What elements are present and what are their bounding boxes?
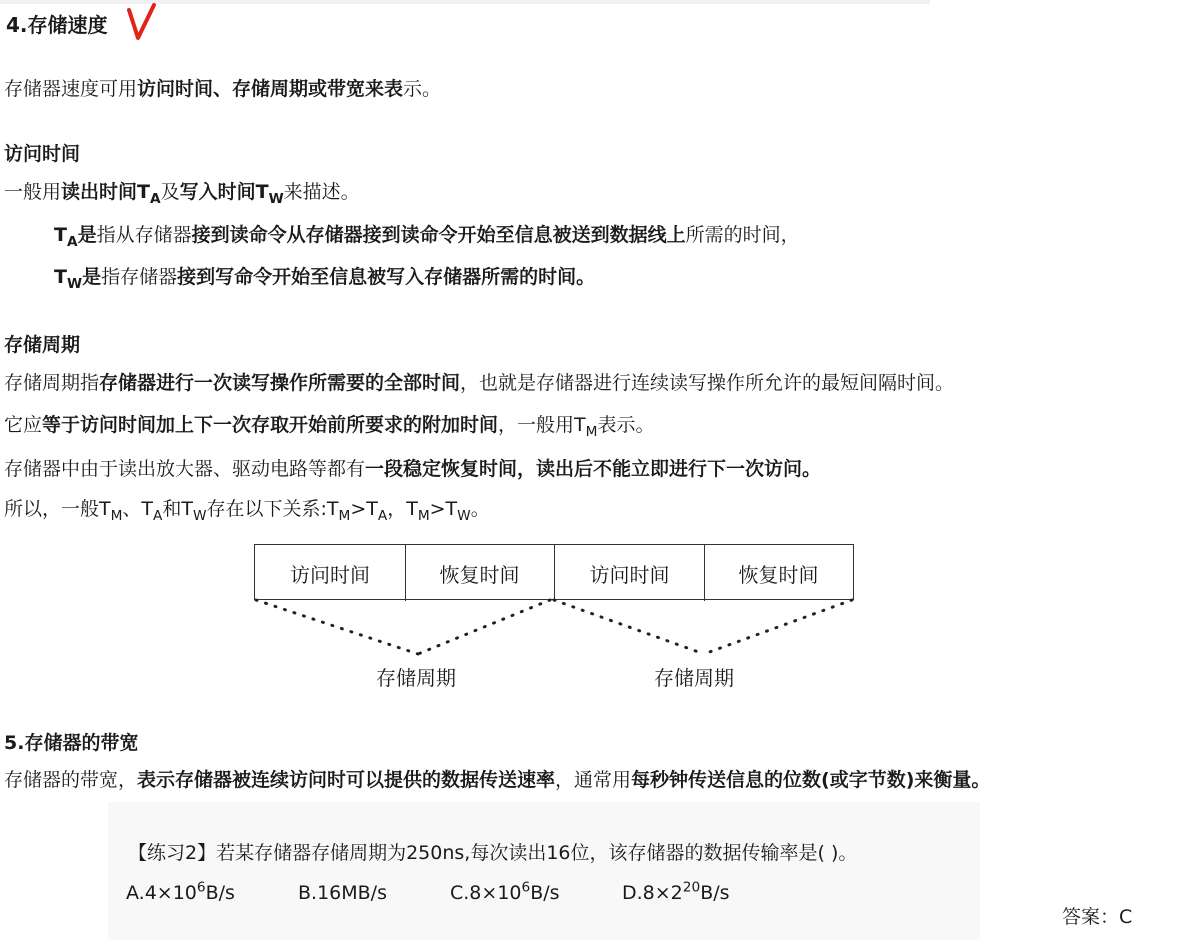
section-title-speed: 4.存储速度 — [6, 13, 108, 37]
exercise-option-d: $D.8\times 2^{20}B/s$ — [622, 879, 730, 904]
cycle-line-4: 所以，一般$T_M$、$T_A$和$T_W$存在以下关系$:T_M>T_A$，$T_M>T_W$。 — [4, 498, 490, 524]
exercise-option-b: B.16MB/s — [298, 882, 387, 904]
exercise-option-c: $C.8\times 10^6B/s$ — [450, 879, 560, 904]
cycle-diagram-bar — [254, 544, 854, 600]
access-time-line-1: 一般用读出时间$T_A$及写入时间$T_W$来描述。 — [4, 181, 360, 207]
access-time-line-3: $T_W$是指存储器接到写命令开始至信息被写入存储器所需的时间。 — [54, 266, 596, 292]
exercise-option-a: $A.4\times 10^6B/s$ — [126, 879, 235, 904]
exercise-box — [108, 802, 980, 940]
exercise-question: 【练习2】若某存储器存储周期为250ns,每次读出16位，该存储器的数据传输率是( )。 — [128, 842, 858, 864]
diagram-cell-access-2: 访问时间 — [555, 545, 705, 601]
diagram-cell-recovery-2: 恢复时间 — [738, 562, 819, 587]
cycle-line-2: 它应等于访问时间加上下一次存取开始前所要求的附加时间，一般用$T_M$表示。 — [4, 414, 655, 440]
intro-text: 存储器速度可用访问时间、存储周期或带宽来表示。 — [4, 78, 442, 100]
diagram-cell-recovery-1: 恢复时间 — [405, 545, 555, 601]
diagram-label-cycle-1: 存储周期 — [376, 666, 456, 690]
diagram-cell-access-1: 访问时间 — [255, 545, 406, 601]
access-time-line-2: $T_A$是指从存储器接到读命令从存储器接到读命令开始至信息被送到数据线上所需的时间， — [54, 224, 800, 250]
access-time-title: 访问时间 — [4, 143, 81, 165]
bandwidth-title: 5.存储器的带宽 — [4, 732, 139, 754]
cycle-line-3: 存储器中由于读出放大器、驱动电路等都有一段稳定恢复时间，读出后不能立即进行下一次访问。 — [4, 458, 822, 480]
red-checkmark-icon — [124, 2, 160, 42]
cycle-line-1: 存储周期指存储器进行一次读写操作所需要的全部时间，也就是存储器进行连续读写操作所允许的最短间隔时间。 — [4, 372, 955, 394]
diagram-label-cycle-2: 存储周期 — [654, 666, 734, 690]
cycle-title: 存储周期 — [4, 334, 81, 356]
exercise-answer: 答案：C — [1062, 906, 1133, 928]
cycle-diagram-dotted-lines — [250, 596, 860, 660]
bandwidth-line-1: 存储器的带宽，表示存储器被连续访问时可以提供的数据传送速率，通常用每秒钟传送信息的位数(或字节数)来衡量。 — [4, 769, 991, 791]
